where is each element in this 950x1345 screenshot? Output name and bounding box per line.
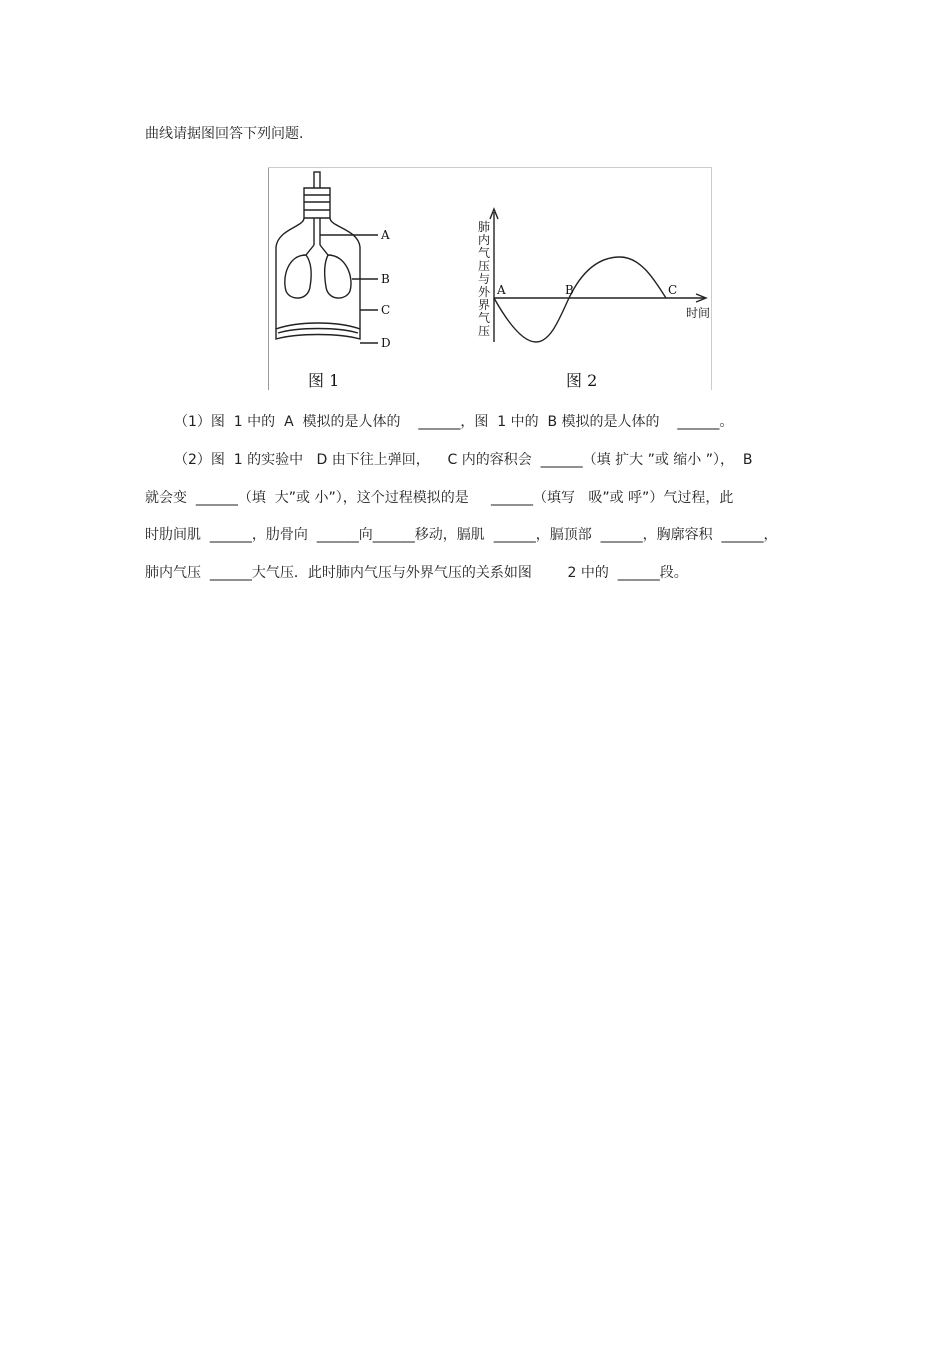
y-char-7: 界 [478,298,491,312]
x-axis-label: 时间 [686,306,711,320]
y-char-6: 外 [478,285,491,299]
left-balloon [285,255,311,298]
figure1-bell-jar [276,172,378,343]
figure-panel [268,167,712,390]
y-char-4: 压 [478,259,491,273]
question-2-line-2: 就会变 ______（填 大”或 小”），这个过程模拟的是 ______（填写 吸”或 呼”）气过程，此 [145,490,734,506]
y-char-2: 内 [478,233,491,247]
stopper [304,188,330,218]
figure2-plot [490,209,706,342]
point-label-a: A [497,283,506,297]
y-char-8: 气 [478,311,491,325]
question-2-line-3: 时肋间肌 ______，肋骨向 ______向______移动，膈肌 ______，膈顶部 ______，胸廓容积 ______， [145,527,778,543]
fig1-label-c: C [381,303,391,317]
trachea [314,218,320,245]
fig1-label-d: D [381,336,391,350]
fig1-caption: 图 1 [308,371,340,390]
pressure-curve [494,257,666,342]
question-1: （1）图 1 中的 A 模拟的是人体的 ______，图 1 中的 B 模拟的是人体的 ______。 [174,414,734,430]
question-2-line-1: （2）图 1 的实验中 D 由下往上弹回， C 内的容积会 ______（填 扩大 ”或 缩小 ”）， B [174,452,753,468]
fig1-label-b: B [381,272,390,286]
y-char-9: 压 [478,324,491,338]
point-label-b: B [565,283,574,297]
figures-svg [268,167,712,390]
right-balloon [325,255,351,298]
point-label-c: C [668,283,678,297]
y-char-3: 气 [478,246,491,260]
fig2-caption: 图 2 [566,371,598,390]
bronchi [306,245,328,255]
y-char-1: 肺 [478,220,491,234]
fig1-label-a: A [381,228,390,242]
y-char-5: 与 [478,272,491,286]
question-2-line-4: 肺内气压 ______大气压．此时肺内气压与外界气压的关系如图 2 中的 ______段。 [145,565,688,581]
intro-text: 曲线请据图回答下列问题. [145,126,304,142]
